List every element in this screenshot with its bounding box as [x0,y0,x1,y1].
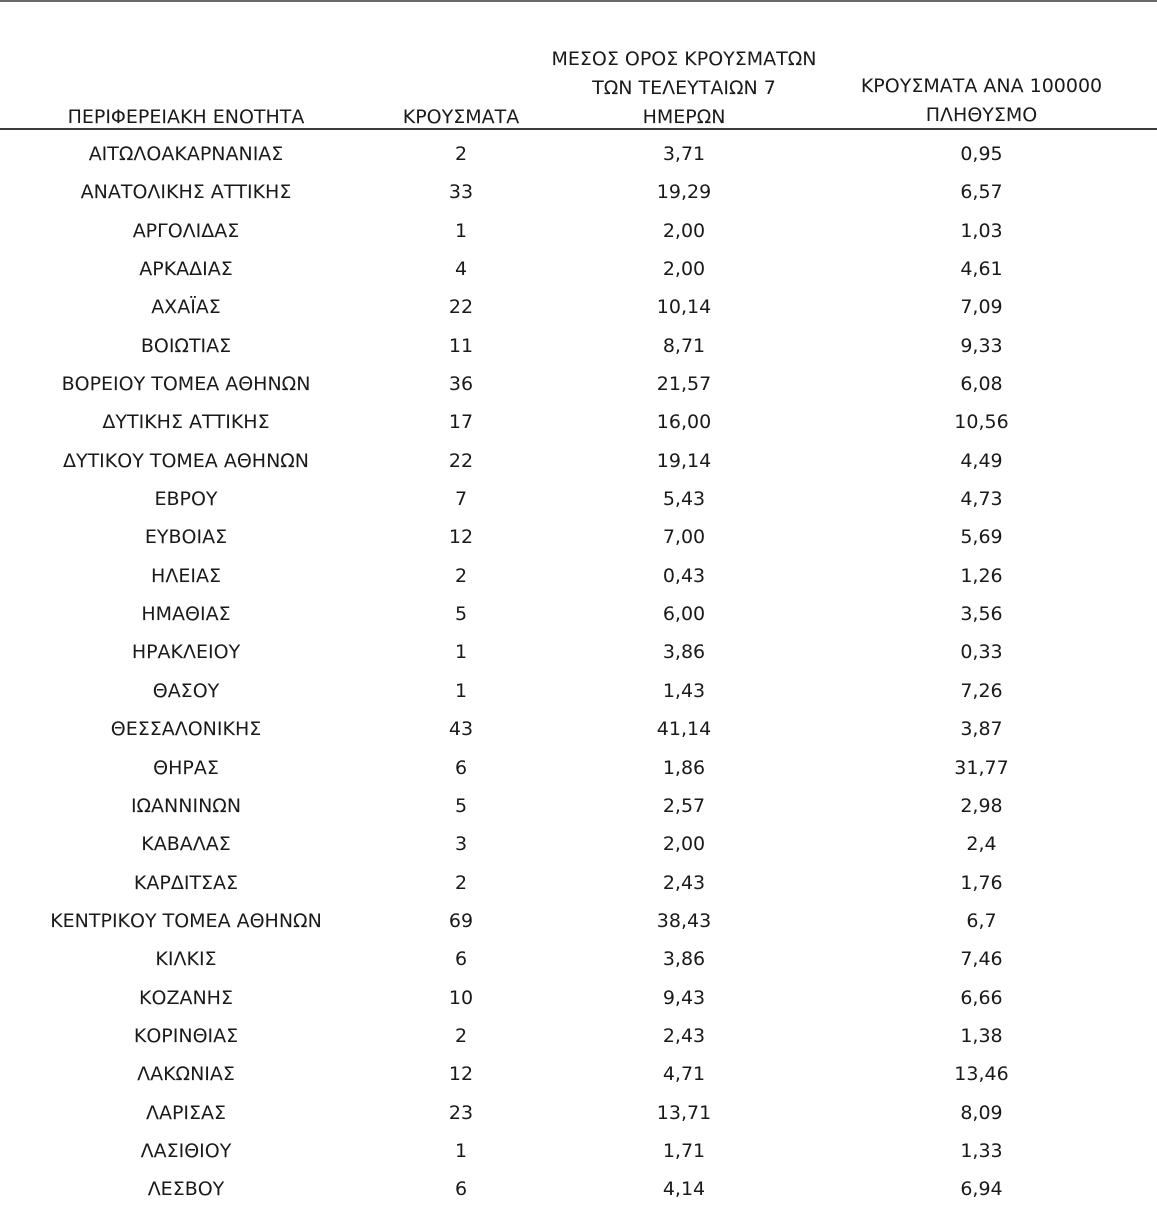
cell-cases: 1 [454,641,468,664]
table-row [0,710,1157,748]
cell-region: ΔΥΤΙΚΗΣ ΑΤΤΙΚΗΣ [102,411,270,434]
cell-per100k: 5,69 [960,526,1003,549]
cell-region: ΑΝΑΤΟΛΙΚΗΣ ΑΤΤΙΚΗΣ [80,181,292,204]
cell-cases: 6 [454,1178,468,1201]
cell-region: ΘΕΣΣΑΛΟΝΙΚΗΣ [110,718,262,741]
cell-avg7: 2,57 [662,794,706,817]
cell-region: ΚΙΛΚΙΣ [155,948,217,971]
cell-per100k: 4,49 [960,449,1003,472]
table-row [0,940,1157,978]
cell-region: ΗΛΕΙΑΣ [151,564,221,587]
cell-per100k: 8,09 [960,1101,1003,1124]
cell-region: ΛΕΣΒΟΥ [147,1178,225,1201]
cell-per100k: 6,7 [966,909,997,932]
table-row [0,480,1157,518]
cell-avg7: 3,86 [662,948,706,971]
table-row [0,1170,1157,1208]
cell-per100k: 13,46 [954,1063,1009,1086]
table-row [0,1055,1157,1093]
cell-cases: 22 [448,296,474,319]
cell-per100k: 7,09 [960,296,1003,319]
table-row [0,1017,1157,1055]
cell-region: ΚΟΡΙΝΘΙΑΣ [133,1024,239,1047]
column-header-avg7: ΜΕΣΟΣ ΟΡΟΣ ΚΡΟΥΣΜΑΤΩΝ ΤΩΝ ΤΕΛΕΥΤΑΙΩΝ 7 ΗΜΕΡΩΝ [551,48,817,128]
table-row [0,442,1157,480]
cell-avg7: 4,14 [662,1178,706,1201]
cell-avg7: 3,86 [662,641,706,664]
cell-region: ΕΥΒΟΙΑΣ [144,526,228,549]
table-row [0,864,1157,902]
cell-region: ΑΙΤΩΛΟΑΚΑΡΝΑΝΙΑΣ [88,143,284,165]
table-row [0,173,1157,211]
column-header-cases: ΚΡΟΥΣΜΑΤΑ [402,106,520,128]
cell-region: ΘΑΣΟΥ [152,679,220,702]
cell-region: ΑΧΑΪΑΣ [151,296,221,319]
cell-avg7: 2,43 [662,871,706,894]
column-header-per100k: ΚΡΟΥΣΜΑΤΑ ΑΝΑ 100000 ΠΛΗΘΥΣΜΟ [860,75,1103,126]
table-row [0,633,1157,671]
cell-avg7: 19,29 [656,181,712,204]
cell-per100k: 1,03 [960,219,1003,242]
cell-avg7: 2,00 [662,219,706,242]
cell-avg7: 9,43 [662,986,706,1009]
cell-cases: 7 [454,488,468,511]
cell-region: ΚΑΒΑΛΑΣ [141,833,231,856]
cell-avg7: 1,86 [662,756,706,779]
cell-per100k: 6,57 [960,181,1003,204]
cell-per100k: 1,26 [960,564,1003,587]
cell-per100k: 7,26 [960,679,1003,702]
cell-cases: 22 [448,449,474,472]
table-header [0,0,1157,132]
cell-cases: 4 [454,258,468,281]
cell-per100k: 6,94 [960,1178,1003,1201]
table-row [0,672,1157,710]
table-row [0,825,1157,863]
cell-cases: 2 [454,143,468,165]
cell-per100k: 3,87 [960,718,1003,741]
cell-cases: 5 [454,603,468,626]
cell-cases: 2 [454,1024,468,1047]
cell-per100k: 0,95 [960,143,1003,165]
cell-per100k: 31,77 [954,756,1009,779]
cell-per100k: 4,73 [960,488,1003,511]
cell-region: ΘΗΡΑΣ [153,756,219,779]
cell-region: ΙΩΑΝΝΙΝΩΝ [130,794,242,817]
cell-region: ΗΜΑΘΙΑΣ [141,603,231,626]
cell-per100k: 7,46 [960,948,1003,971]
cell-region: ΔΥΤΙΚΟΥ ΤΟΜΕΑ ΑΘΗΝΩΝ [62,449,310,472]
cell-cases: 1 [454,679,468,702]
cell-per100k: 9,33 [960,334,1003,357]
cell-cases: 43 [448,718,474,741]
table-row [0,749,1157,787]
cell-region: ΛΑΣΙΘΙΟΥ [140,1139,232,1162]
cell-cases: 5 [454,794,468,817]
table-row [0,902,1157,940]
table-row [0,212,1157,250]
cell-region: ΕΒΡΟΥ [154,488,218,511]
header-divider [0,128,1157,130]
cell-avg7: 4,71 [662,1063,706,1086]
cell-cases: 17 [448,411,474,434]
cell-region: ΚΕΝΤΡΙΚΟΥ ΤΟΜΕΑ ΑΘΗΝΩΝ [50,909,322,932]
table-row [0,1094,1157,1132]
cell-avg7: 21,57 [656,373,712,396]
cell-avg7: 13,71 [656,1101,712,1124]
cell-avg7: 7,00 [662,526,706,549]
cell-avg7: 3,71 [662,143,706,165]
cell-avg7: 2,00 [662,258,706,281]
cell-cases: 2 [454,871,468,894]
table-row [0,250,1157,288]
cell-per100k: 3,56 [960,603,1003,626]
cell-cases: 1 [454,219,468,242]
cell-avg7: 19,14 [656,449,712,472]
cell-per100k: 0,33 [960,641,1003,664]
cell-per100k: 6,66 [960,986,1003,1009]
cell-cases: 33 [448,181,474,204]
cell-avg7: 38,43 [656,909,712,932]
table-row [0,288,1157,326]
cell-region: ΑΡΚΑΔΙΑΣ [139,258,233,281]
cell-avg7: 41,14 [656,718,712,741]
cell-avg7: 1,71 [662,1139,706,1162]
table-row [0,787,1157,825]
cell-cases: 12 [448,526,474,549]
cell-region: ΛΑΡΙΣΑΣ [145,1101,227,1124]
table-row [0,518,1157,556]
table-row [0,135,1157,173]
table-body [0,135,1157,1209]
cell-cases: 6 [454,948,468,971]
cell-region: ΑΡΓΟΛΙΔΑΣ [132,219,240,242]
cell-region: ΚΑΡΔΙΤΣΑΣ [133,871,239,894]
cell-per100k: 2,98 [960,794,1003,817]
cell-avg7: 16,00 [656,411,712,434]
table-row [0,1132,1157,1170]
cell-per100k: 6,08 [960,373,1003,396]
cell-cases: 36 [448,373,474,396]
cell-region: ΗΡΑΚΛΕΙΟΥ [131,641,241,664]
cell-avg7: 1,43 [662,679,706,702]
cell-per100k: 1,38 [960,1024,1003,1047]
cell-per100k: 1,76 [960,871,1003,894]
cell-avg7: 2,00 [662,833,706,856]
cell-avg7: 0,43 [662,564,706,587]
table-row [0,557,1157,595]
table-row [0,595,1157,633]
cell-avg7: 5,43 [662,488,706,511]
cell-cases: 69 [448,909,474,932]
cell-region: ΛΑΚΩΝΙΑΣ [137,1063,235,1086]
column-header-region: ΠΕΡΙΦΕΡΕΙΑΚΗ ΕΝΟΤΗΤΑ [67,106,305,128]
table-row [0,327,1157,365]
cell-avg7: 6,00 [662,603,706,626]
cell-cases: 2 [454,564,468,587]
table-row [0,403,1157,441]
cell-cases: 1 [454,1139,468,1162]
table-row [0,979,1157,1017]
cell-per100k: 4,61 [960,258,1003,281]
cell-cases: 12 [448,1063,474,1086]
cell-region: ΒΟΙΩΤΙΑΣ [140,334,232,357]
table-row [0,365,1157,403]
cell-per100k: 2,4 [966,833,997,856]
cell-per100k: 10,56 [954,411,1009,434]
cell-cases: 11 [448,334,474,357]
cell-avg7: 2,43 [662,1024,706,1047]
cell-cases: 10 [448,986,474,1009]
cell-cases: 6 [454,756,468,779]
cell-cases: 23 [448,1101,474,1124]
cell-per100k: 1,33 [960,1139,1003,1162]
cell-region: ΚΟΖΑΝΗΣ [139,986,233,1009]
cell-region: ΒΟΡΕΙΟΥ ΤΟΜΕΑ ΑΘΗΝΩΝ [61,373,311,396]
cell-avg7: 10,14 [656,296,712,319]
cell-avg7: 8,71 [662,334,706,357]
cell-cases: 3 [454,833,468,856]
